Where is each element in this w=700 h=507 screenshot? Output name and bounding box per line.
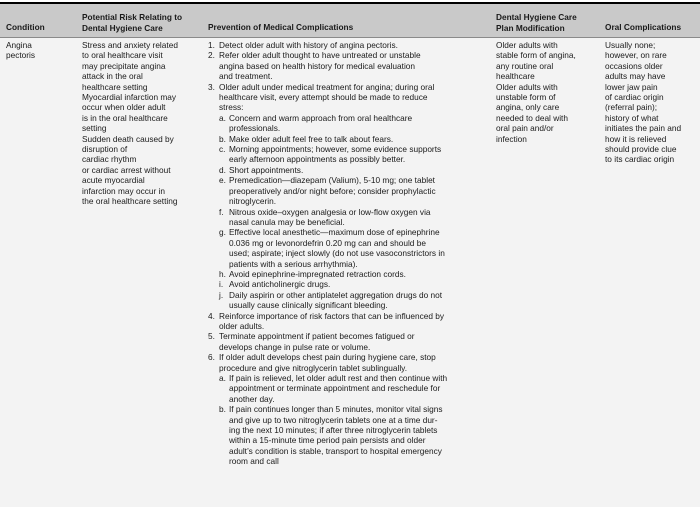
risk-line: Stress and anxiety related: [82, 40, 178, 50]
header-prevention: Prevention of Medical Complications: [208, 22, 354, 32]
prevention-subitem: [208, 113, 493, 134]
plan-line: healthcare: [496, 71, 535, 82]
subitem-letter: c.: [219, 144, 226, 155]
oral-line: adults may have: [605, 71, 666, 82]
header-plan-line: Plan Modification: [496, 22, 565, 33]
condition-cell: [6, 40, 35, 61]
subitem-text-line: Make older adult feel free to talk about fears.: [229, 133, 394, 144]
subitem-text-line: appointment or terminate appointment and reschedule for: [229, 383, 441, 394]
oral-line: initiates the pain and: [605, 123, 682, 134]
subitem-text-line: patients with a serious arrhythmia).: [229, 258, 358, 269]
subitem-text-line: within a 15-minute time period pain persists and older: [229, 435, 426, 446]
plan-line: Older adults with: [496, 40, 558, 50]
subitem-letter: b.: [219, 404, 226, 415]
oral-line: how it is relieved: [605, 133, 667, 144]
subitem-letter: g.: [219, 227, 226, 238]
subitem-text-line: Effective local anesthetic—maximum dose of epinephrine: [229, 227, 440, 238]
item-text-line: Refer older adult thought to have untreated or unstable: [219, 50, 421, 61]
subitem-text-line: If pain continues longer than 5 minutes, monitor vital signs: [229, 404, 443, 415]
prevention-cell: [208, 40, 493, 467]
oral-line: (referral pain);: [605, 102, 658, 113]
subitem-text-line: preoperatively and/or night before; consider prophylactic: [229, 185, 436, 196]
risk-line: cardiac rhythm: [82, 154, 137, 165]
subitem-text-line: usually cause clinically significant bleeding.: [229, 300, 388, 311]
subitem-letter: b.: [219, 133, 226, 144]
item-text-line: Detect older adult with history of angina pectoris.: [219, 40, 398, 50]
risk-line: Sudden death caused by: [82, 133, 174, 144]
oral-line: Usually none;: [605, 40, 656, 50]
header-risk: [82, 12, 182, 33]
prevention-subitem: [208, 290, 493, 311]
item-text-line: Reinforce importance of risk factors that can be influenced by: [219, 310, 445, 321]
risk-line: may precipitate angina: [82, 60, 166, 71]
risk-line: acute myocardial: [82, 175, 145, 186]
oral-complications-cell: [605, 40, 700, 165]
risk-line: healthcare setting: [82, 81, 148, 92]
plan-line: stable form of angina,: [496, 50, 576, 61]
item-number: 5.: [208, 331, 215, 342]
item-number: 6.: [208, 352, 215, 363]
subitem-text-line: another day.: [229, 393, 275, 404]
subitem-text-line: Premedication—diazepam (Valium), 5-10 mg; one tablet: [229, 175, 435, 186]
prevention-item: [208, 82, 493, 113]
subitem-text-line: Daily aspirin or other antiplatelet aggregation drugs do not: [229, 289, 443, 300]
prevention-item: [208, 352, 493, 373]
risk-line: setting: [82, 123, 107, 134]
prevention-subitem: [208, 269, 493, 279]
prevention-subitem: [208, 175, 493, 206]
prevention-item: [208, 50, 493, 81]
prevention-item: [208, 311, 493, 332]
item-number: 3.: [208, 81, 215, 92]
plan-line: oral pain and/or: [496, 123, 554, 134]
prevention-item: [208, 40, 493, 50]
item-text-line: healthcare visit, every attempt should be made to reduce: [219, 92, 428, 103]
condition-line: pectoris: [6, 50, 36, 61]
prevention-subitem: [208, 279, 493, 289]
oral-line: history of what: [605, 112, 659, 123]
subitem-letter: d.: [219, 164, 226, 175]
oral-line: however, on rare: [605, 50, 667, 61]
subitem-text-line: Morning appointments; however, some evidence supports: [229, 144, 442, 155]
plan-line: angina, only care: [496, 102, 560, 113]
item-number: 2.: [208, 50, 215, 61]
subitem-text-line: Nitrous oxide–oxygen analgesia or low-flow oxygen via: [229, 206, 431, 217]
header-risk-line: Dental Hygiene Care: [82, 22, 163, 33]
risk-line: occur when older adult: [82, 102, 166, 113]
table-header: [0, 4, 700, 38]
prevention-subitem: [208, 207, 493, 228]
header-plan: [496, 12, 577, 33]
subitem-letter: a.: [219, 112, 226, 123]
subitem-letter: h.: [219, 268, 226, 279]
plan-line: unstable form of: [496, 92, 556, 103]
condition-line: Angina: [6, 40, 32, 50]
subitem-letter: i.: [219, 279, 224, 290]
subitem-text-line: nasal canula may be beneficial.: [229, 216, 345, 227]
oral-line: lower jaw pain: [605, 81, 658, 92]
item-text-line: Older adult under medical treatment for angina; during oral: [219, 81, 435, 92]
prevention-item: [208, 331, 493, 352]
subitem-text-line: Avoid anticholinergic drugs.: [229, 279, 331, 290]
plan-modification-cell: [496, 40, 600, 144]
oral-line: to its cardiac origin: [605, 154, 675, 165]
plan-line: Older adults with: [496, 81, 558, 92]
subitem-text-line: If pain is relieved, let older adult rest and then continue with: [229, 373, 448, 383]
subitem-text-line: professionals.: [229, 123, 281, 134]
item-text-line: Terminate appointment if patient becomes fatigued or: [219, 331, 415, 342]
item-text-line: older adults.: [219, 320, 265, 331]
subitem-text-line: Avoid epinephrine-impregnated retraction cords.: [229, 268, 406, 279]
subitem-text-line: room and call: [229, 456, 279, 467]
risk-line: disruption of: [82, 144, 128, 155]
item-text-line: develops change in pulse rate or volume.: [219, 341, 371, 352]
subitem-text-line: 0.036 mg or levonordefrin 0.20 mg can and should be: [229, 237, 426, 248]
plan-line: any routine oral: [496, 60, 554, 71]
item-number: 4.: [208, 310, 215, 321]
subitem-letter: a.: [219, 373, 226, 383]
subitem-letter: f.: [219, 206, 224, 217]
risk-line: the oral healthcare setting: [82, 196, 178, 207]
risk-line: infarction may occur in: [82, 185, 166, 196]
plan-line: infection: [496, 133, 527, 144]
risk-line: is in the oral healthcare: [82, 112, 168, 123]
header-condition: Condition: [6, 22, 45, 32]
risk-line: to oral healthcare visit: [82, 50, 163, 61]
risk-line: attack in the oral: [82, 71, 143, 82]
subitem-text-line: early afternoon appointments as possibly better.: [229, 154, 406, 165]
subitem-text-line: Concern and warm approach from oral healthcare: [229, 112, 413, 123]
subitem-text-line: nitroglycerin.: [229, 196, 277, 207]
prevention-subitem: [208, 165, 493, 175]
risk-line: Myocardial infarction may: [82, 92, 177, 103]
item-text-line: stress:: [219, 102, 244, 113]
subitem-letter: e.: [219, 175, 226, 186]
risk-cell: [82, 40, 200, 207]
prevention-subitem: [208, 227, 493, 269]
item-text-line: angina based on health history for medical evaluation: [219, 60, 416, 71]
subitem-text-line: adult’s condition is stable, transport to hospital emergency: [229, 445, 442, 456]
prevention-subitem: [208, 144, 493, 165]
plan-line: needed to deal with: [496, 112, 568, 123]
item-text-line: and treatment.: [219, 71, 273, 82]
prevention-subitem: [208, 134, 493, 144]
item-number: 1.: [208, 40, 215, 50]
header-plan-line: Dental Hygiene Care: [496, 12, 577, 22]
oral-line: of cardiac origin: [605, 92, 664, 103]
subitem-letter: j.: [219, 289, 224, 300]
prevention-subitem: [208, 404, 493, 466]
subitem-text-line: used; aspirate; inject slowly (do not use vasoconstrictors in: [229, 248, 445, 259]
item-text-line: If older adult develops chest pain during hygiene care, stop: [219, 352, 436, 363]
subitem-text-line: Short appointments.: [229, 164, 304, 175]
item-text-line: procedure and give nitroglycerin tablet sublingually.: [219, 362, 408, 373]
oral-line: should provide clue: [605, 144, 677, 155]
header-oral: Oral Complications: [605, 22, 682, 32]
subitem-text-line: and give up to two nitroglycerin tablets one at a time dur-: [229, 414, 438, 425]
header-risk-line: Potential Risk Relating to: [82, 12, 183, 22]
oral-line: occasions older: [605, 60, 663, 71]
prevention-subitem: [208, 373, 493, 404]
risk-line: or cardiac arrest without: [82, 164, 171, 175]
subitem-text-line: ing the next 10 minutes; if after three nitroglycerin tablets: [229, 425, 438, 436]
